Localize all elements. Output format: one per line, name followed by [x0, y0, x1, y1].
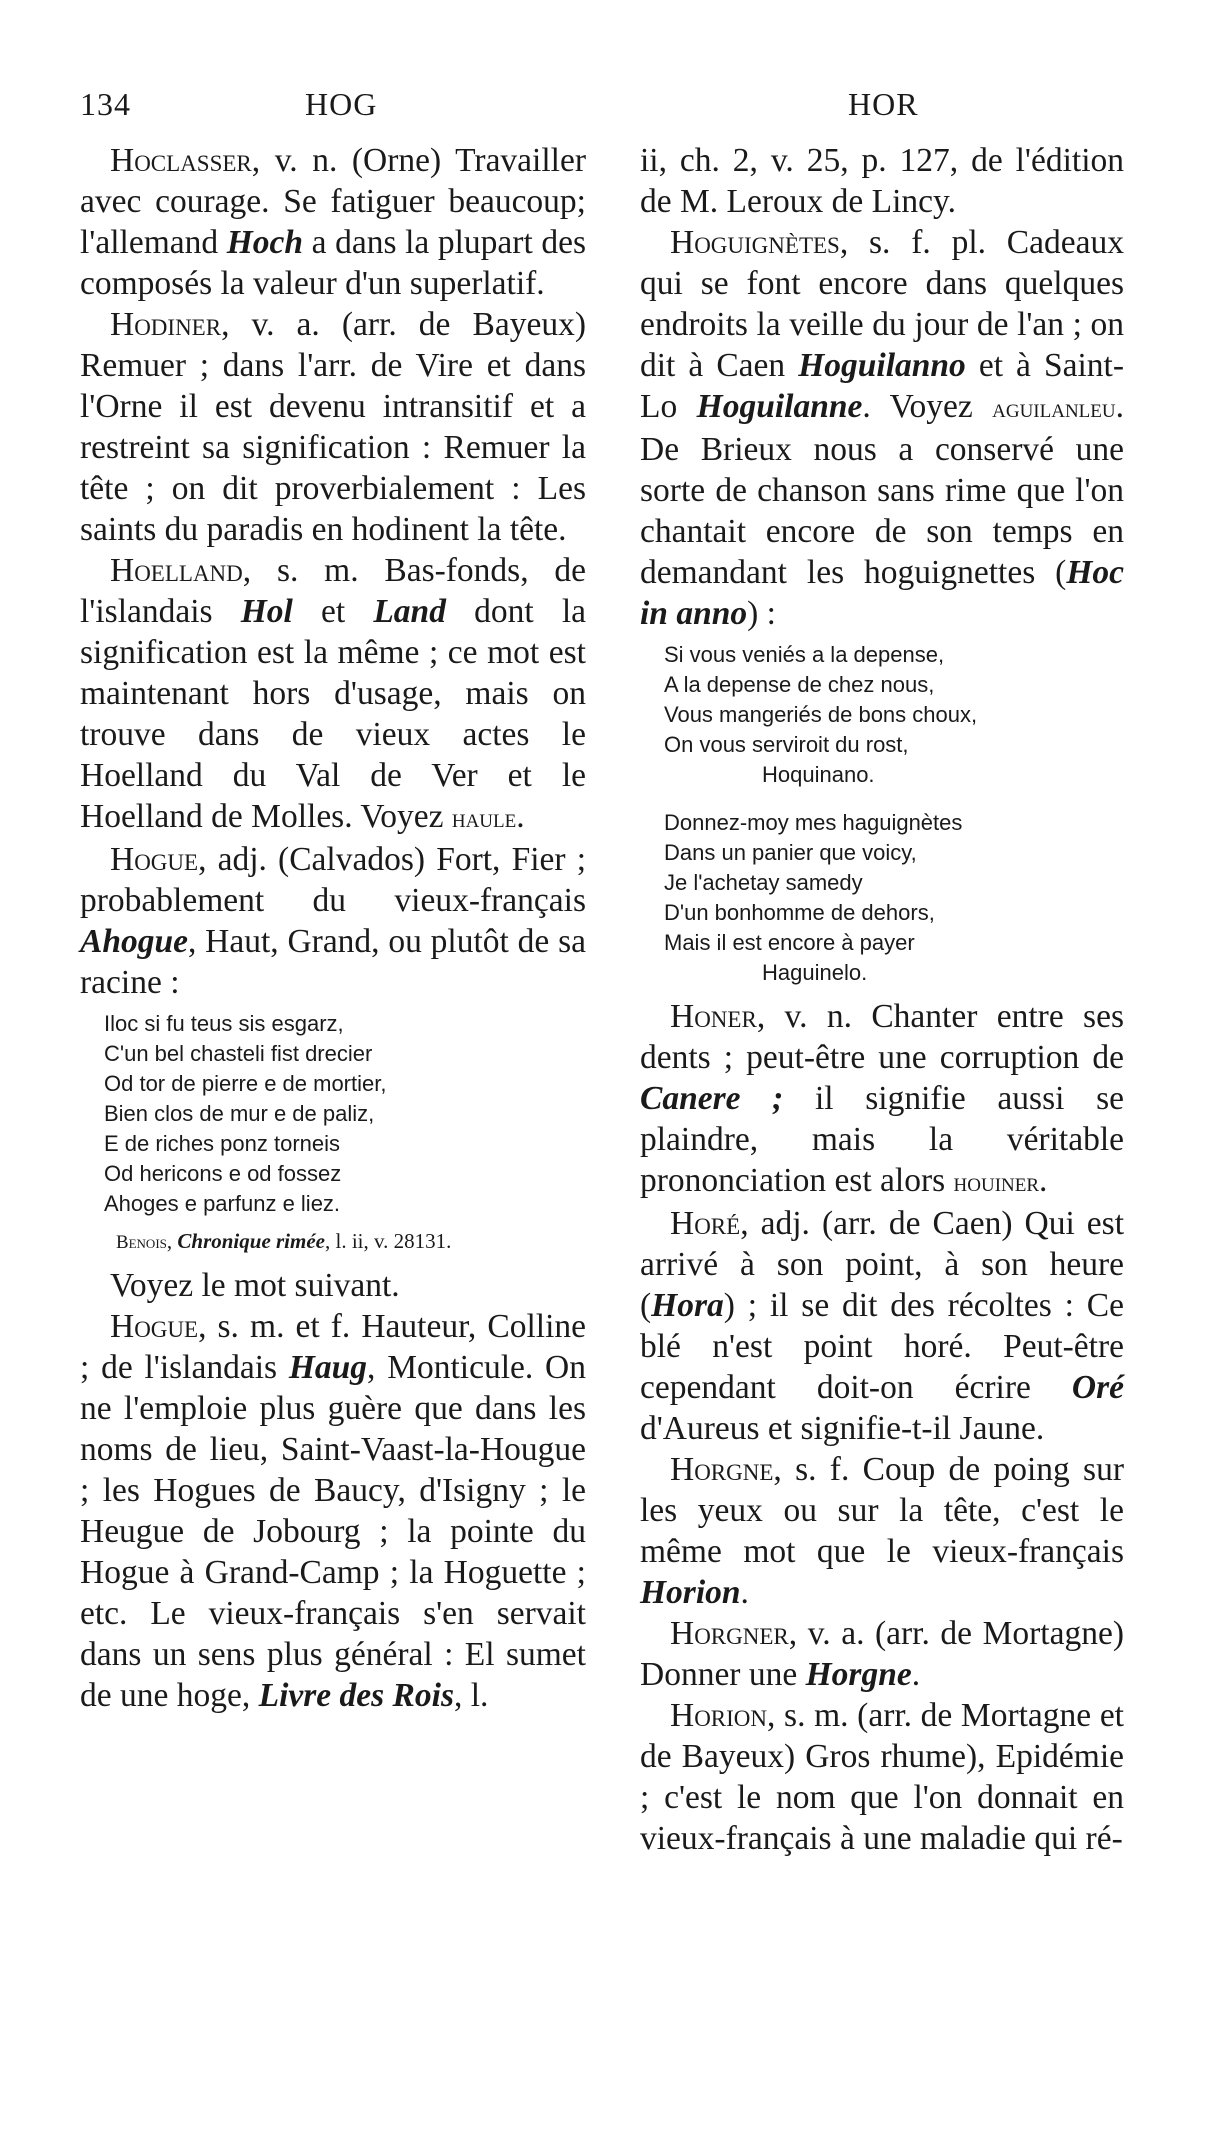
poem-line: Je l'achetay samedy	[664, 870, 863, 895]
quotation-poem	[80, 1009, 586, 1219]
headword: Hodiner	[110, 306, 222, 343]
poem-line: Ahoges e parfunz e liez.	[104, 1191, 341, 1216]
poem-line: Mais il est encore à payer	[664, 930, 915, 955]
entry-hoelland: Hoelland, s. m. Bas-fonds, de l'islandais Hol et Land dont la signification est la même ; ce mot est maintenant hors d'usage, mais on trouve dans de vieux actes le Hoelland du Val de Ver et le Hoelland de Molles. Voyez haule.	[80, 552, 586, 835]
headword: Horgner	[670, 1615, 789, 1652]
poem-line: C'un bel chasteli fist drecier	[104, 1041, 373, 1066]
see-also-note: Voyez le mot suivant.	[110, 1267, 400, 1304]
headword: Hoguignètes	[670, 224, 840, 261]
poem-line: Si vous veniés a la depense,	[664, 642, 945, 667]
cross-reference: houiner	[953, 1167, 1040, 1197]
poem-line: Vous mangeriés de bons choux,	[664, 702, 978, 727]
poem-line: Dans un panier que voicy,	[664, 840, 917, 865]
poem-line: Iloc si fu teus sis esgarz,	[104, 1011, 344, 1036]
entry-hogue-adj: Hogue, adj. (Calvados) Fort, Fier ; probablement du vieux-français Ahogue, Haut, Grand, ou plutôt de sa racine :	[80, 841, 586, 1001]
entry-hoguignetes: Hoguignètes, s. f. pl. Cadeaux qui se font encore dans quelques endroits la veille du jour de l'an ; on dit à Caen Hoguilanno et à Saint-Lo Hoguilanne. Voyez aguilanleu. De Brieux nous a conservé une sorte de chanson sans rime que l'on chantait encore de son temps en demandant les hoguignettes (Hoc in anno) :	[640, 224, 1124, 632]
headword: Horion	[670, 1697, 768, 1734]
poem-refrain: Haguinelo.	[762, 960, 868, 985]
entry-honer: Honer, v. n. Chanter entre ses dents ; peut-être une corruption de Canere ; il signifie aussi se plaindre, mais la véritable prononciation est alors houiner.	[640, 998, 1124, 1199]
entry-horion: Horion, s. m. (arr. de Mortagne et de Bayeux) Gros rhume), Epidémie ; c'est le nom que l'on donnait en vieux-français à une maladie qui ré-	[640, 1697, 1124, 1857]
poem-line: Bien clos de mur e de paliz,	[104, 1101, 375, 1126]
poem-line: Od hericons e od fossez	[104, 1161, 342, 1186]
poem-line: On vous serviroit du rost,	[664, 732, 909, 757]
poem-line: Donnez-moy mes haguignètes	[664, 810, 963, 835]
song-verse	[640, 640, 1124, 988]
cross-reference: aguilanleu	[992, 393, 1116, 423]
poem-line: E de riches ponz torneis	[104, 1131, 341, 1156]
entry-horgne: Horgne, s. f. Coup de poing sur les yeux ou sur la tête, c'est le même mot que le vieux-français Horion.	[640, 1451, 1124, 1611]
entry-hodiner: Hodiner, v. a. (arr. de Bayeux) Remuer ; dans l'arr. de Vire et dans l'Orne il est devenu intransitif et a restreint sa signification : Remuer la tête ; on dit proverbialement : Les saints du paradis en hodinent la tête.	[80, 306, 586, 548]
headword: Hogue	[110, 841, 199, 878]
citation: Benois, Chronique rimée, l. ii, v. 28131.	[116, 1229, 452, 1253]
headword: Horgne	[670, 1451, 774, 1488]
poem-line: Od tor de pierre e de mortier,	[104, 1071, 387, 1096]
continued-text: ii, ch. 2, v. 25, p. 127, de l'édition de M. Leroux de Lincy.	[640, 142, 1124, 220]
entry-hogue-noun: Hogue, s. m. et f. Hauteur, Colline ; de l'islandais Haug, Monticule. On ne l'emploie plus guère que dans les noms de lieu, Saint-Vaast-la-Hougue ; les Hogues de Baucy, d'Isigny ; le Heugue de Jobourg ; la pointe du Hogue à Grand-Camp ; la Hoguette ; etc. Le vieux-français s'en servait dans un sens plus général : El sumet de une hoge, Livre des Rois, l.	[80, 1308, 586, 1714]
headword: Hoelland	[110, 552, 243, 589]
entry-horgner: Horgner, v. a. (arr. de Mortagne) Donner une Horgne.	[640, 1615, 1124, 1693]
poem-line: D'un bonhomme de dehors,	[664, 900, 935, 925]
running-head-right: HOR	[848, 86, 919, 122]
headword: Hogue	[110, 1308, 199, 1345]
poem-refrain: Hoquinano.	[762, 762, 875, 787]
headword: Honer	[670, 998, 757, 1035]
entry-hoclasser: Hoclasser, v. n. (Orne) Travailler avec courage. Se fatiguer beaucoup; l'allemand Hoch a dans la plupart des composés la valeur d'un superlatif.	[80, 142, 586, 302]
poem-line: A la depense de chez nous,	[664, 672, 935, 697]
running-head-left: HOG	[305, 86, 378, 122]
left-column	[80, 140, 586, 1716]
running-head	[0, 86, 1210, 126]
cross-reference: haule	[451, 803, 517, 833]
right-column	[640, 140, 1124, 1859]
headword: Hoclasser	[110, 142, 252, 179]
page-number: 134	[80, 86, 131, 122]
headword: Horé	[670, 1205, 741, 1242]
entry-hore: Horé, adj. (arr. de Caen) Qui est arrivé à son point, à son heure (Hora) ; il se dit des récoltes : Ce blé n'est point horé. Peut-être cependant doit-on écrire Oré d'Aureus et signifie-t-il Jaune.	[640, 1205, 1124, 1447]
